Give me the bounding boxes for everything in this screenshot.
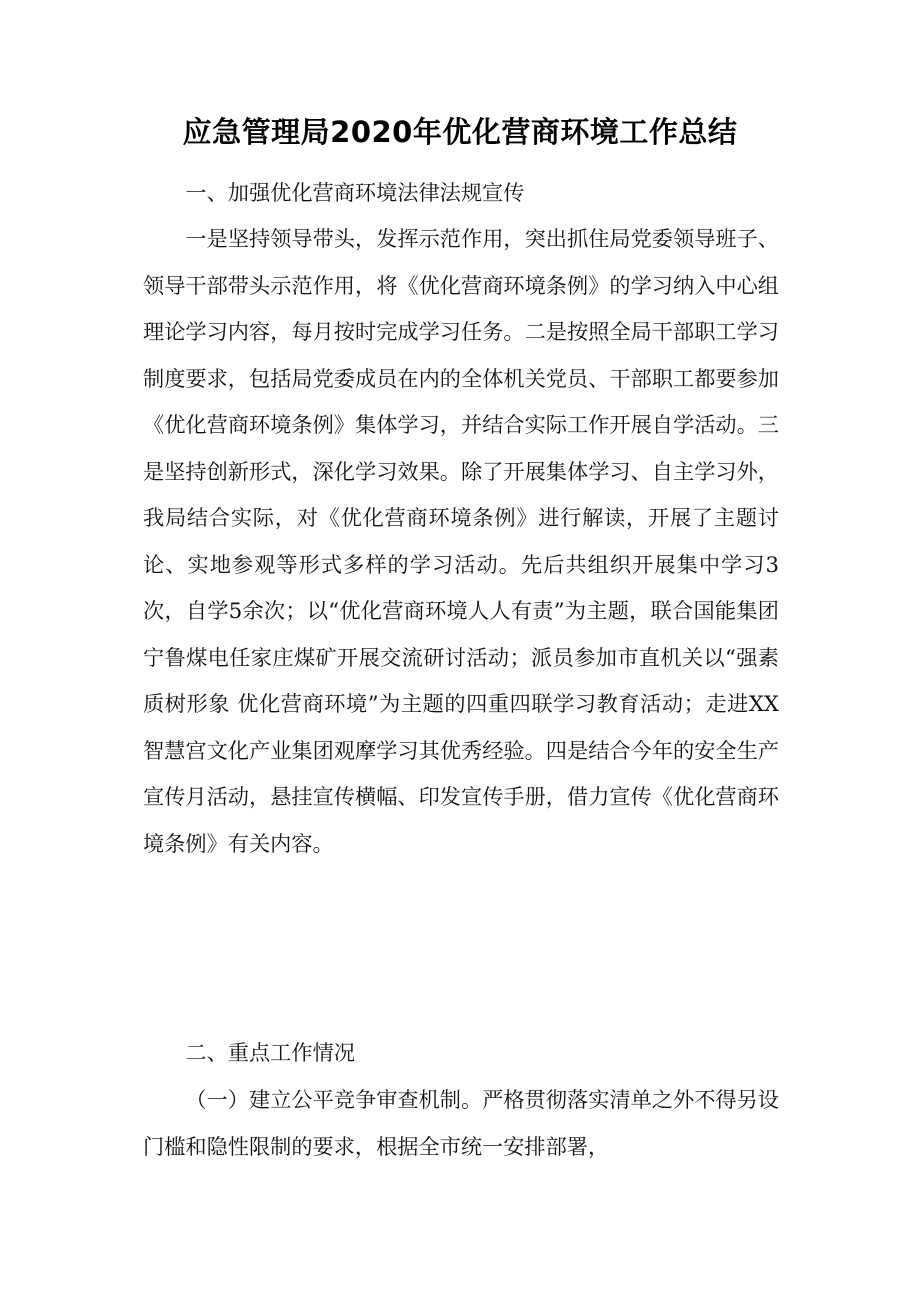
section-two-body <box>143 1077 779 1170</box>
section-one-heading: 一、加强优化营商环境法律法规宣传 <box>185 180 525 205</box>
document-title: 应急管理局2020年优化营商环境工作总结 <box>182 115 738 149</box>
section-two <box>143 1030 779 1077</box>
section-one <box>143 170 779 217</box>
section-two-heading: 二、重点工作情况 <box>185 1040 355 1065</box>
section-one-paragraph: 一是坚持领导带头，发挥示范作用，突出抓住局党委领导班子、领导干部带头示范作用，将《优化营商环境条例》的学习纳入中心组理论学习内容，每月按时完成学习任务。二是按照全局干部职工学习制度要求，包括局党委成员在内的全体机关党员、干部职工都要参加《优化营商环境条例》集体学习，并结合实际工作开展自学活动。三是坚持创新形式，深化学习效果。除了开展集体学习、自主学习外，我局结合实际，对《优化营商环境条例》进行解读，开展了主题讨论、实地参观等形式多样的学习活动。先后共组织开展集中学习3次，自学5余次；以“优化营商环境人人有责”为主题，联合国能集团宁鲁煤电任家庄煤矿开展交流研讨活动；派员参加市直机关以“强素质树形象 优化营商环境”为主题的四重四联学习教育活动；走进XX智慧宫文化产业集团观摩学习其优秀经验。四是结合今年的安全生产宣传月活动，悬挂宣传横幅、印发宣传手册，借力宣传《优化营商环境条例》有关内容。 <box>143 226 779 856</box>
section-one-body <box>143 216 779 867</box>
section-two-paragraph: （一）建立公平竞争审查机制。严格贯彻落实清单之外不得另设门槛和隐性限制的要求，根据全市统一安排部署， <box>143 1087 779 1159</box>
